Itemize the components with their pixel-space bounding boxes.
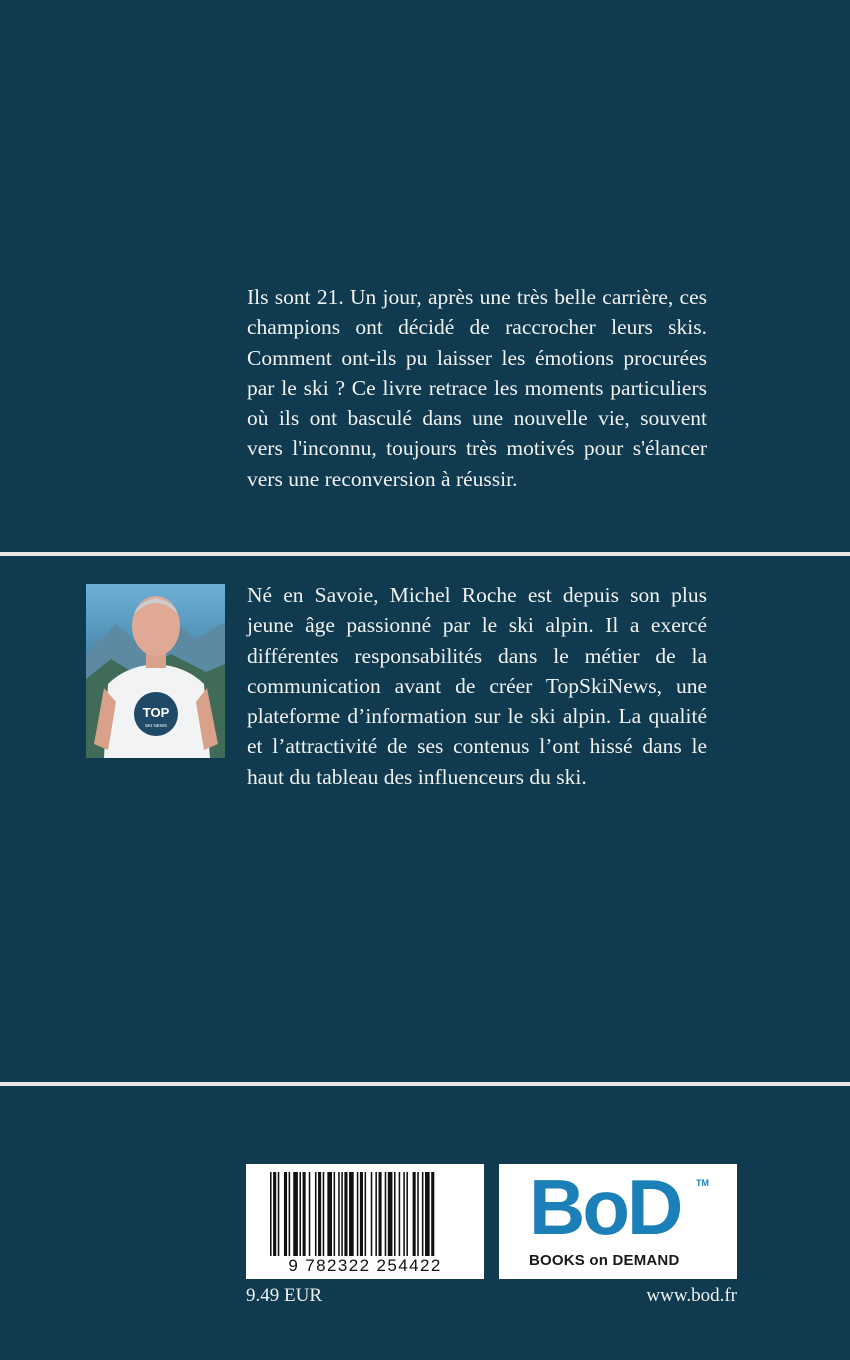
- shirt-logo-subtext: SKI NEWS: [144, 723, 168, 728]
- author-bio-text: Né en Savoie, Michel Roche est depuis son plus jeune âge passionné par le ski alpin. Il a exercé différentes responsabilités dans le métier de la communication avant de créer TopSkiNews, une plateforme d’information sur le ski alpin. La qualité et l’attractivité de ses contenus l’ont hissé dans le haut du tableau des influenceurs du ski.: [247, 583, 707, 789]
- isbn-barcode: [246, 1164, 484, 1279]
- author-photo: [86, 584, 225, 758]
- publisher-logo-box: [499, 1164, 737, 1279]
- publisher-url: www.bod.fr: [646, 1285, 737, 1306]
- barcode-bars: [246, 1164, 484, 1259]
- divider-top: [0, 552, 850, 556]
- bod-logo: BoD: [529, 1163, 681, 1251]
- isbn-digits: 9 782322 254422: [288, 1256, 442, 1275]
- blurb-text: Ils sont 21. Un jour, après une très belle carrière, ces champions ont décidé de raccrocher leurs skis. Comment ont-ils pu laisser les émotions procurées par le ski ? Ce livre retrace les moments particuliers où ils ont basculé dans une nouvelle vie, souvent vers l'inconnu, toujours très motivés pour s'élancer vers une reconversion à réussir.: [247, 285, 707, 491]
- price-label: 9.49 EUR: [246, 1285, 322, 1306]
- bod-trademark: TM: [696, 1178, 709, 1188]
- bod-tagline: BOOKS on DEMAND: [529, 1252, 680, 1269]
- shirt-logo-text: TOP: [142, 705, 170, 720]
- divider-bottom: [0, 1082, 850, 1086]
